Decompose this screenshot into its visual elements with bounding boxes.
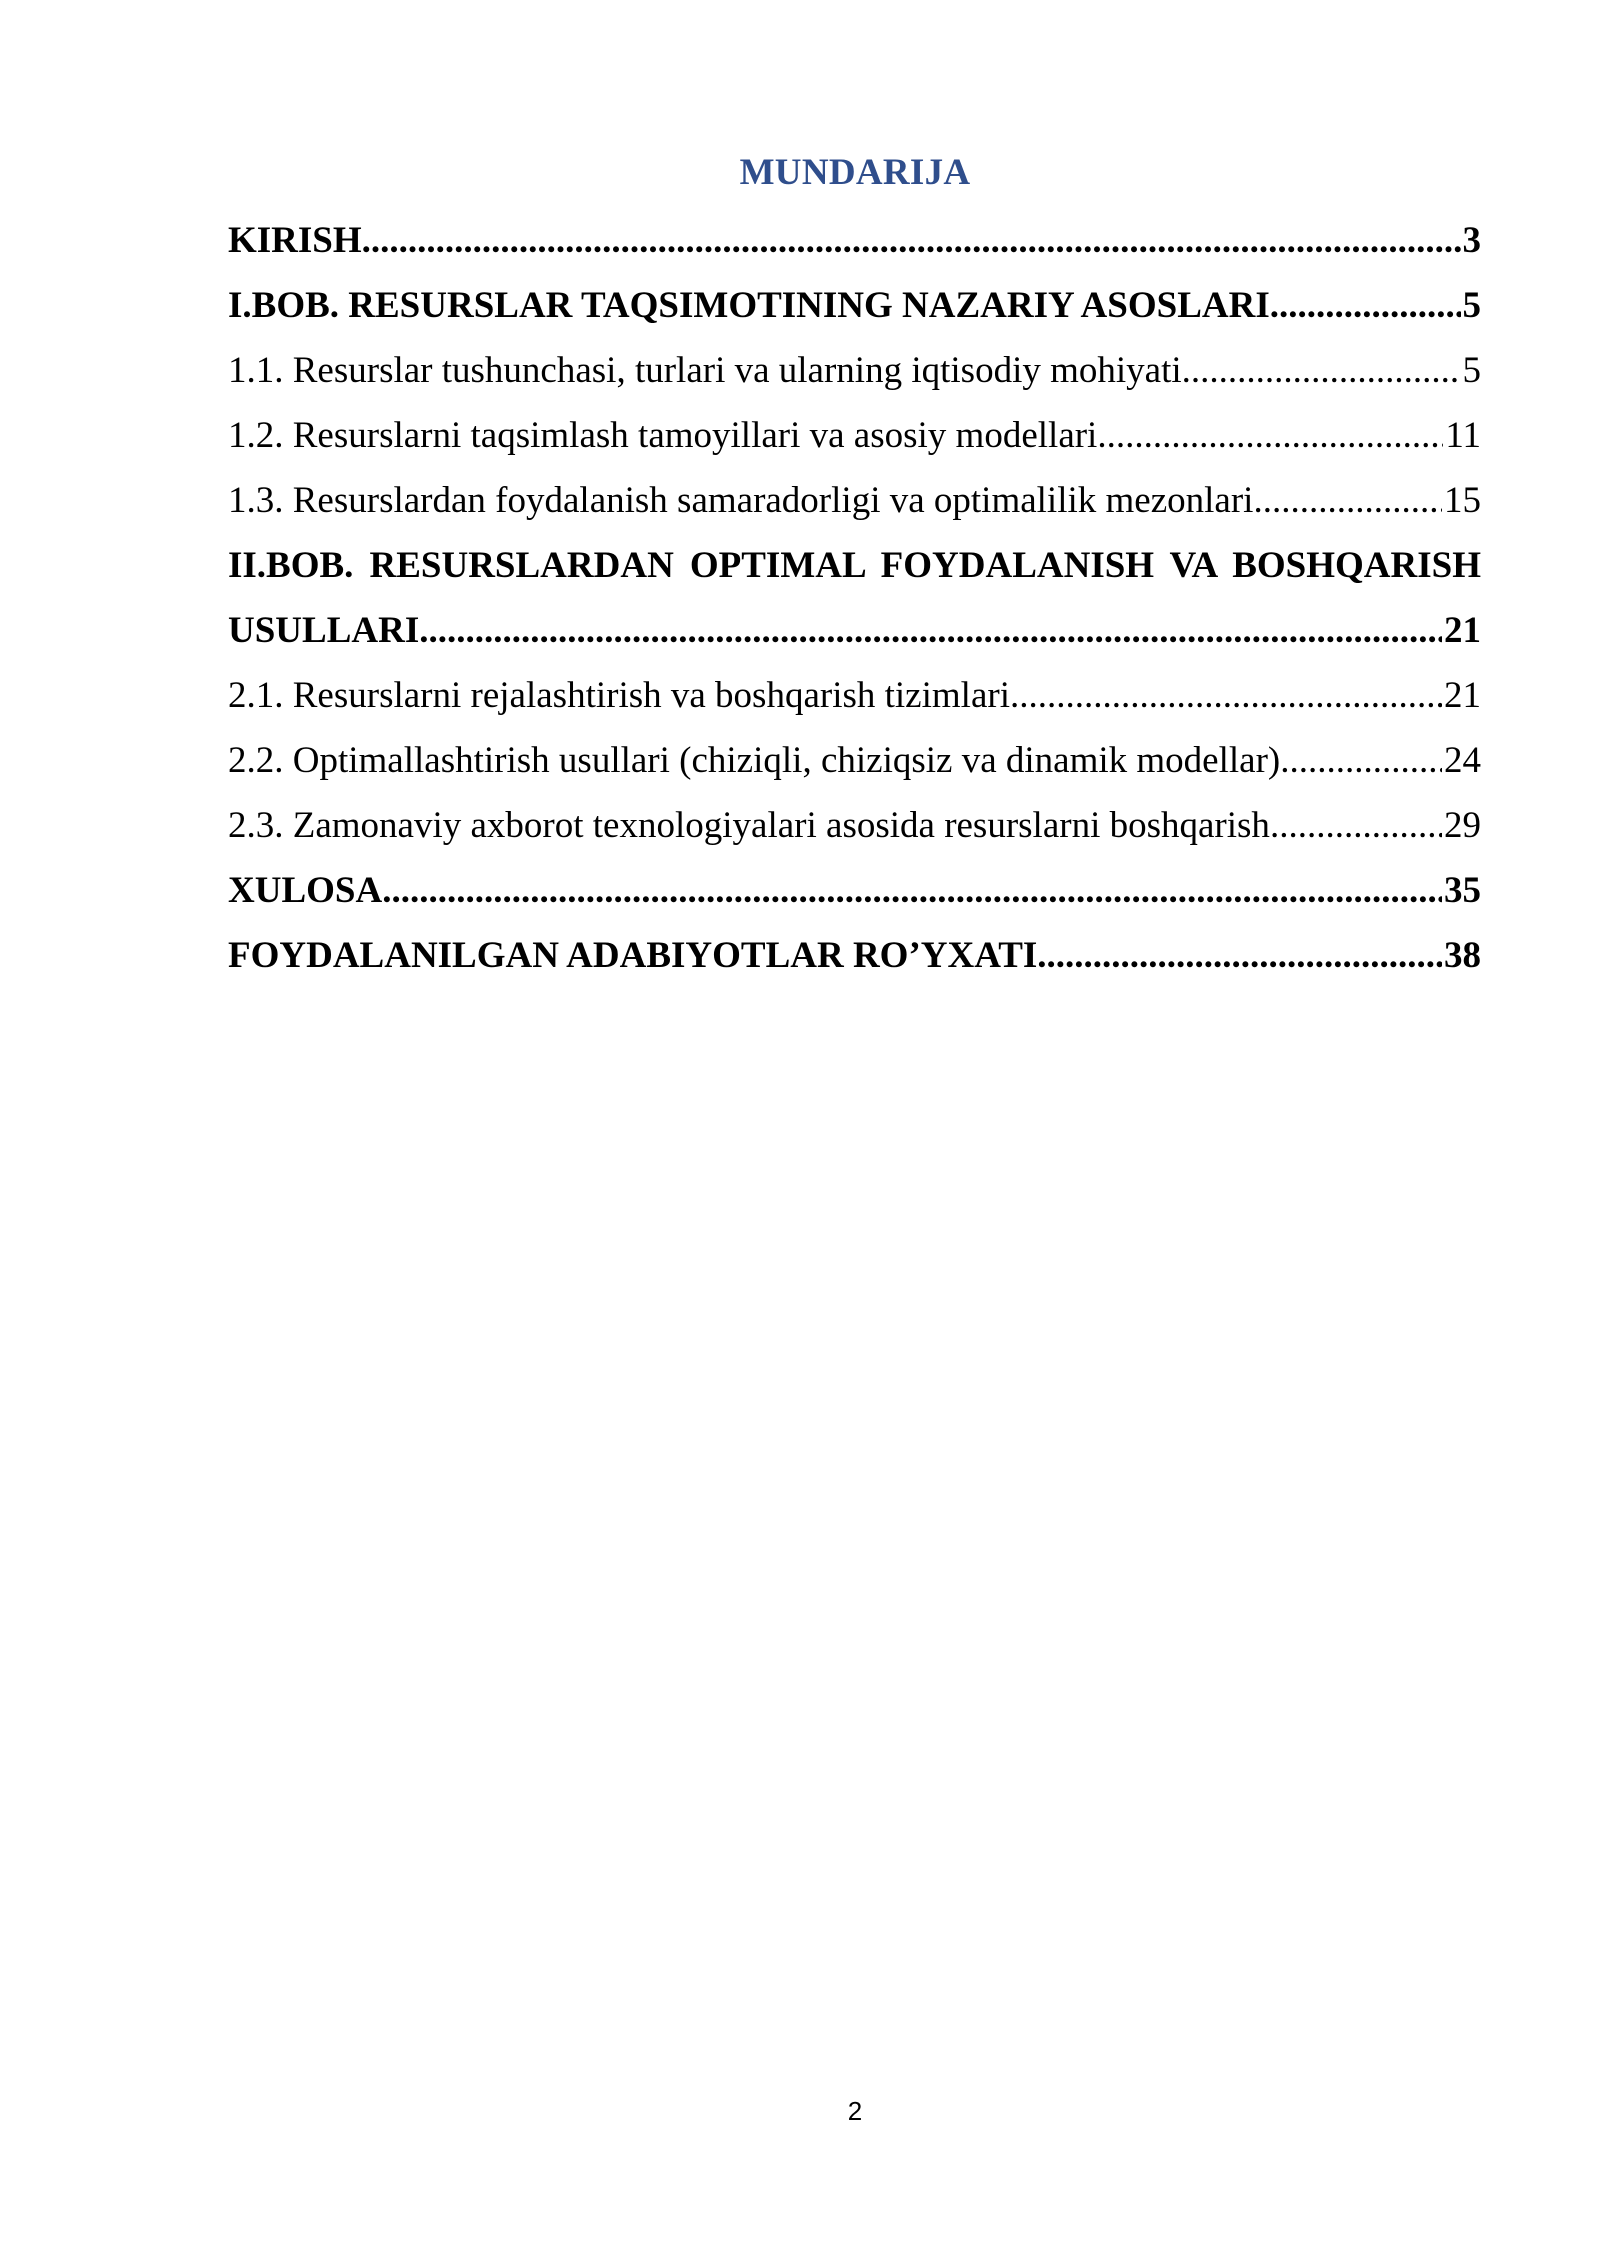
toc-entry-chapter-2[interactable] [228, 598, 1481, 663]
toc-entry-label: FOYDALANILGAN ADABIYOTLAR RO’YXATI [228, 935, 1038, 976]
dot-leader [382, 858, 1442, 923]
toc-entry-label-line1: II.BOB. RESURSLARDAN OPTIMAL FOYDALANISH VA BOSHQARISH [228, 545, 1481, 586]
toc-entry-label: I.BOB. RESURSLAR TAQSIMOTINING NAZARIY ASOSLARI [228, 285, 1270, 326]
toc-entry-page: 21 [1444, 610, 1481, 651]
toc-entry-page: 11 [1445, 415, 1481, 456]
toc-entry-xulosa[interactable] [228, 858, 1481, 923]
page-number: 2 [847, 2096, 863, 2126]
dot-leader [1253, 468, 1442, 533]
toc-entry-section-2-3[interactable] [228, 793, 1481, 858]
dot-leader [1010, 663, 1442, 728]
toc-entry-label: 2.2. Optimallashtirish usullari (chiziqli, chiziqsiz va dinamik modellar) [228, 740, 1281, 781]
toc-entry-section-2-1[interactable] [228, 663, 1481, 728]
dot-leader [1037, 923, 1442, 988]
toc-entry-section-1-1[interactable] [228, 338, 1481, 403]
dot-leader [1270, 273, 1461, 338]
toc-title: MUNDARIJA [739, 152, 971, 193]
toc-entry-page: 3 [1462, 220, 1481, 261]
toc-entry-label: 2.3. Zamonaviy axborot texnologiyalari asosida resurslarni boshqarish [228, 805, 1270, 846]
dot-leader [1182, 338, 1461, 403]
toc-entry-kirish[interactable] [228, 208, 1481, 273]
toc-entry-page: 5 [1462, 350, 1481, 391]
toc-entry-page: 5 [1462, 285, 1481, 326]
toc-entry-label: 1.3. Resurslardan foydalanish samaradorligi va optimalilik mezonlari [228, 480, 1254, 521]
toc-entry-chapter-1[interactable] [228, 273, 1481, 338]
toc-entry-page: 29 [1444, 805, 1481, 846]
toc-entry-label: 1.2. Resurslarni taqsimlash tamoyillari va asosiy modellari [228, 415, 1098, 456]
toc-entry-label: USULLARI [228, 610, 420, 651]
toc-entry-page: 15 [1444, 480, 1481, 521]
toc-entry-page: 21 [1444, 675, 1481, 716]
dot-leader [1097, 403, 1443, 468]
dot-leader [362, 208, 1461, 273]
table-of-contents [228, 208, 1481, 988]
toc-entry-section-2-2[interactable] [228, 728, 1481, 793]
toc-entry-label: 1.1. Resurslar tushunchasi, turlari va ularning iqtisodiy mohiyati [228, 350, 1182, 391]
toc-entry-label: KIRISH [228, 220, 362, 261]
toc-entry-page: 38 [1444, 935, 1481, 976]
dot-leader [1280, 728, 1442, 793]
dot-leader [419, 598, 1442, 663]
toc-entry-section-1-3[interactable] [228, 468, 1481, 533]
toc-entry-page: 35 [1444, 870, 1481, 911]
dot-leader [1270, 793, 1442, 858]
toc-entry-references[interactable] [228, 923, 1481, 988]
toc-entry-chapter-2-line1[interactable] [228, 533, 1481, 598]
toc-entry-label: XULOSA [228, 870, 383, 911]
toc-entry-page: 24 [1444, 740, 1481, 781]
toc-entry-section-1-2[interactable] [228, 403, 1481, 468]
toc-entry-label: 2.1. Resurslarni rejalashtirish va boshqarish tizimlari [228, 675, 1010, 716]
